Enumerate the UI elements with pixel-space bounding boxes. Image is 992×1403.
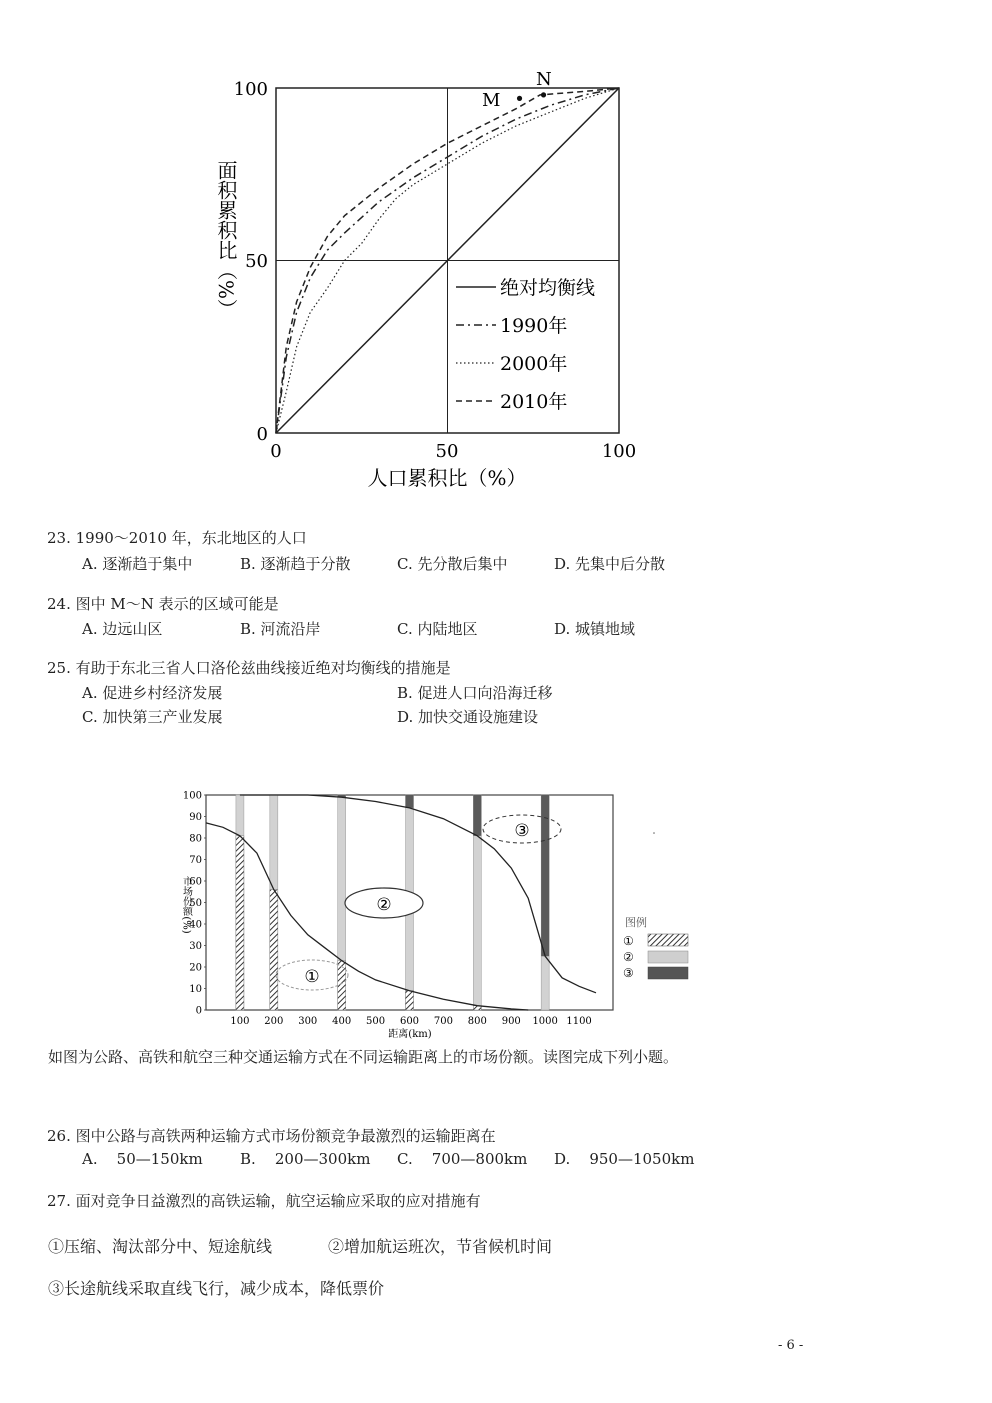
q24-option-b[interactable]: B. 河流沿岸 [240,620,321,638]
x-tick-2-900: 900 [501,1016,521,1027]
question-27: 27. 面对竞争日益激烈的高铁运输，航空运输应采取的应对措施有 [47,1192,481,1210]
y-tick-2-50: 50 [189,898,202,909]
x-tick-2-1100: 1100 [566,1016,592,1027]
y-tick-2-0: 0 [195,1005,202,1017]
q27-item-2[interactable]: ②增加航运班次，节省候机时间 [328,1237,553,1256]
x-tick-2-600: 600 [399,1016,420,1027]
q26-option-c[interactable]: C. 700—800km [397,1150,528,1168]
y-tick-2-70: 70 [189,855,202,866]
band-road-200 [270,890,278,1010]
band-road-600 [406,991,414,1010]
question-26: 26. 图中公路与高铁两种运输方式市场份额竞争最激烈的运输距离在 [47,1127,496,1145]
lorenz-legend [456,277,595,413]
q25-option-a[interactable]: A. 促进乡村经济发展 [82,684,223,702]
y-tick-2-30: 30 [189,941,202,952]
question-23: 23. 1990～2010 年，东北地区的人口 [47,529,307,547]
legend-key-3: ③ [623,966,634,980]
x-tick-2-300: 300 [298,1016,318,1027]
point-n [541,92,546,97]
q26-option-a[interactable]: A. 50—150km [82,1150,203,1168]
x-tick-50: 50 [435,441,459,462]
y-tick-2-100: 100 [182,790,202,802]
legend-key-2: ② [623,950,634,964]
q23-option-c[interactable]: C. 先分散后集中 [397,555,508,573]
legend-title: 图例 [625,916,647,929]
lorenz-chart [200,55,660,495]
y-tick-0: 0 [256,424,268,445]
x-tick-2-500: 500 [366,1016,386,1027]
page-number: - 6 - [778,1338,804,1353]
x-tick-100: 100 [601,441,637,462]
band-road-400 [338,961,346,1010]
q23-option-b[interactable]: B. 逐渐趋于分散 [240,555,351,573]
x-tick-2-200: 200 [264,1016,284,1027]
y-axis-label-2: 市场份额(%) [180,876,192,934]
point-label-n: N [536,69,552,90]
legend-swatch-1 [648,934,688,946]
region-label-1: ① [304,967,320,987]
legend-swatch-2 [648,951,688,963]
y-tick-100: 100 [233,79,268,100]
band-air-1000 [541,795,549,956]
x-tick-0: 0 [270,441,282,462]
q23-option-a[interactable]: A. 逐渐趋于集中 [82,555,193,573]
y-axis-label: 面积累积比（%） [214,160,238,320]
x-tick-2-800: 800 [467,1016,487,1027]
q24-option-a[interactable]: A. 边远山区 [82,620,163,638]
y-tick-2-40: 40 [189,919,202,931]
band-air-800 [473,795,481,836]
q27-item-3[interactable]: ③长途航线采取直线飞行，减少成本，降低票价 [48,1279,385,1298]
legend-label-equal: 绝对均衡线 [500,277,596,299]
q25-option-c[interactable]: C. 加快第三产业发展 [82,708,223,726]
market-share-chart [160,785,700,1047]
point-label-m: M [482,90,501,111]
y-tick-2-90: 90 [189,812,202,823]
legend-key-1: ① [623,934,634,948]
region-label-3: ③ [514,821,530,841]
q26-option-b[interactable]: B. 200—300km [240,1150,371,1168]
y-tick-2-80: 80 [189,833,202,845]
q23-option-d[interactable]: D. 先集中后分散 [554,555,666,573]
legend-label-2010: 2010年 [500,391,568,413]
legend-swatch-3 [648,967,688,979]
legend-label-1990: 1990年 [500,315,568,337]
intro-text: 如图为公路、高铁和航空三种交通运输方式在不同运输距离上的市场份额。读图完成下列小题。 [48,1048,679,1066]
x-tick-2-400: 400 [332,1016,352,1027]
legend-label-2000: 2000年 [500,353,568,375]
region-label-2: ② [376,895,392,915]
q24-option-d[interactable]: D. 城镇地域 [554,620,636,638]
question-24: 24. 图中 M～N 表示的区域可能是 [47,595,279,613]
q25-option-b[interactable]: B. 促进人口向沿海迁移 [397,684,553,702]
x-tick-2-100: 100 [230,1016,250,1027]
y-tick-50: 50 [245,251,268,272]
question-25: 25. 有助于东北三省人口洛伦兹曲线接近绝对均衡线的措施是 [47,659,451,677]
q26-option-d[interactable]: D. 950—1050km [554,1150,695,1168]
x-axis-label-2: 距离(km) [388,1029,432,1040]
y-tick-2-20: 20 [189,962,202,974]
market-legend [623,915,688,980]
y-tick-2-60: 60 [189,876,202,888]
y-tick-2-10: 10 [189,984,202,995]
q25-option-d[interactable]: D. 加快交通设施建设 [397,708,539,726]
point-m [517,96,522,101]
stray-dot [653,832,655,834]
q24-option-c[interactable]: C. 内陆地区 [397,620,478,638]
x-axis-label: 人口累积比（%） [367,466,527,490]
x-tick-2-700: 700 [433,1016,453,1027]
q27-item-1[interactable]: ①压缩、淘汰部分中、短途航线 [48,1237,273,1256]
band-air-600 [406,795,414,808]
x-tick-2-1000: 1000 [532,1016,558,1027]
band-road-100 [236,836,244,1010]
